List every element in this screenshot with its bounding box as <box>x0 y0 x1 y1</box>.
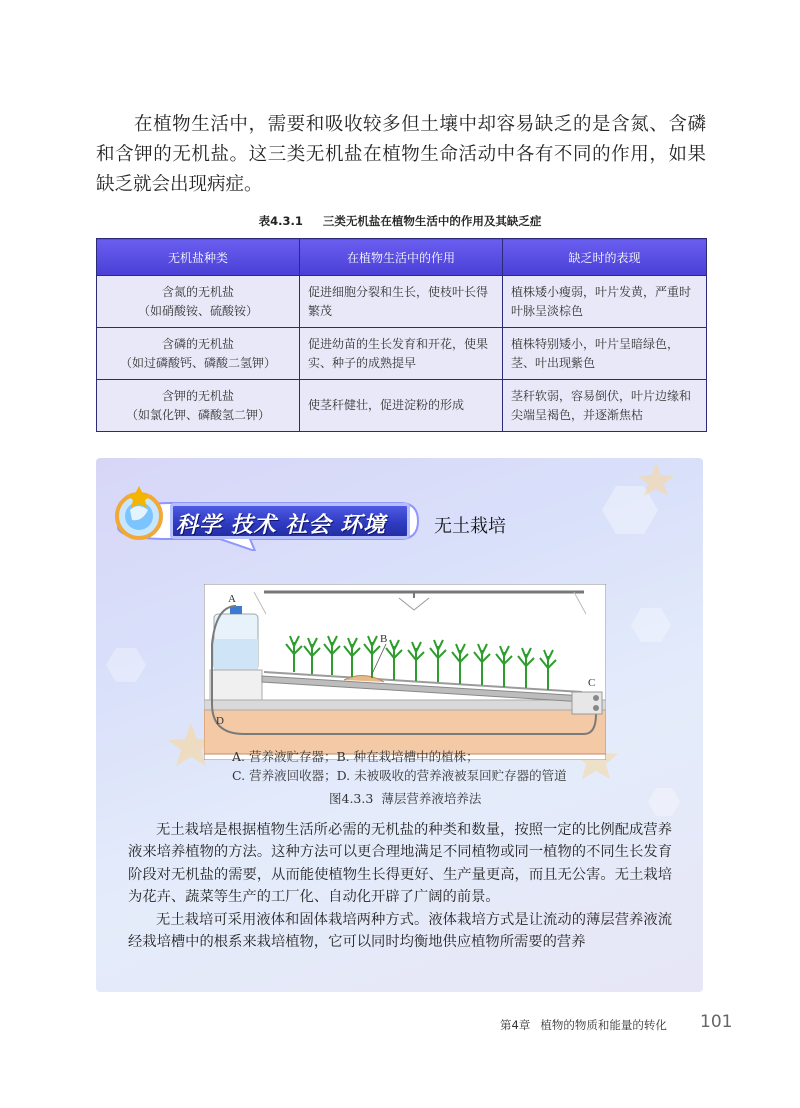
table-caption <box>0 213 800 229</box>
legend-line: A. 营养液贮存器；B. 种在栽培槽中的植株； <box>232 749 479 764</box>
figure-title: 薄层营养液培养法 <box>381 791 482 806</box>
table-row <box>97 276 707 328</box>
body-paragraph: 无土栽培是根据植物生活所必需的无机盐的种类和数量，按照一定的比例配成营养液来培养植物的方法。这种方法可以更合理地满足不同植物或同一植物的不同生长发育阶段对无机盐的需要，从而能使植物生长得更好、生产量更高，而且无公害。无土栽培为花卉、蔬菜等生产的工厂化、自动化开辟了广阔的前景。 <box>128 822 672 906</box>
globe-badge-icon <box>108 480 170 546</box>
table-row <box>97 328 707 380</box>
banner-title: 科学 技术 社会 环境 <box>176 513 386 538</box>
type-example: （如硝酸铵、硫酸铵） <box>137 303 258 318</box>
type-name: 含氮的无机盐 <box>161 284 234 299</box>
box-body <box>128 819 672 953</box>
table-cell-deficiency: 植株特别矮小，叶片呈暗绿色，茎、叶出现紫色 <box>503 328 707 380</box>
type-name: 含磷的无机盐 <box>161 336 234 351</box>
table-cell-type <box>97 276 300 328</box>
table-cell-role: 使茎秆健壮，促进淀粉的形成 <box>300 380 503 432</box>
table-header: 无机盐种类 <box>97 239 300 276</box>
sts-feature-box <box>96 458 703 992</box>
type-example: （如氯化钾、磷酸氢二钾） <box>125 407 270 422</box>
legend-line: C. 营养液回收器；D. 未被吸收的营养液被泵回贮存器的管道 <box>232 768 567 783</box>
type-name: 含钾的无机盐 <box>161 388 234 403</box>
label-d: D <box>216 715 224 727</box>
footer-chapter <box>500 1017 667 1033</box>
label-c: C <box>588 677 596 689</box>
table-cell-role: 促进幼苗的生长发育和开花，使果实、种子的成熟提早 <box>300 328 503 380</box>
box-subtitle: 无土栽培 <box>434 516 506 537</box>
hydroponics-figure <box>204 584 606 760</box>
table-row <box>97 380 707 432</box>
intro-paragraph: 在植物生活中，需要和吸收较多但土壤中却容易缺乏的是含氮、含磷和含钾的无机盐。这三类无机盐在植物生命活动中各有不同的作用，如果缺乏就会出现病症。 <box>96 114 706 195</box>
label-b: B <box>380 633 388 645</box>
label-a: A <box>228 593 236 605</box>
table-cell-deficiency: 茎秆软弱，容易倒伏，叶片边缘和尖端呈褐色，并逐渐焦枯 <box>503 380 707 432</box>
chapter-title: 植物的物质和能量的转化 <box>540 1018 667 1032</box>
type-example: （如过磷酸钙、磷酸二氢钾） <box>119 355 276 370</box>
table-title: 三类无机盐在植物生活中的作用及其缺乏症 <box>322 214 542 228</box>
page-number: 101 <box>700 1012 733 1032</box>
table-cell-deficiency: 植株矮小瘦弱，叶片发黄，严重时叶脉呈淡棕色 <box>503 276 707 328</box>
body-paragraph: 无土栽培可采用液体和固体栽培两种方式。液体栽培方式是让流动的薄层营养液流经栽培槽中的根系来栽培植物，它可以同时均衡地供应植物所需要的营养 <box>128 911 672 951</box>
table-cell-type <box>97 328 300 380</box>
table-header-row <box>97 239 707 276</box>
nutrient-table <box>96 238 707 432</box>
figure-caption <box>329 789 481 807</box>
table-header: 缺乏时的表现 <box>503 239 707 276</box>
figure-number: 图4.3.3 <box>329 791 374 806</box>
table-header: 在植物生活中的作用 <box>300 239 503 276</box>
chapter-number: 第4章 <box>500 1018 531 1032</box>
table-cell-type <box>97 380 300 432</box>
figure-legend <box>232 747 567 785</box>
table-number: 表4.3.1 <box>258 214 303 228</box>
table-cell-role: 促进细胞分裂和生长，使枝叶长得繁茂 <box>300 276 503 328</box>
